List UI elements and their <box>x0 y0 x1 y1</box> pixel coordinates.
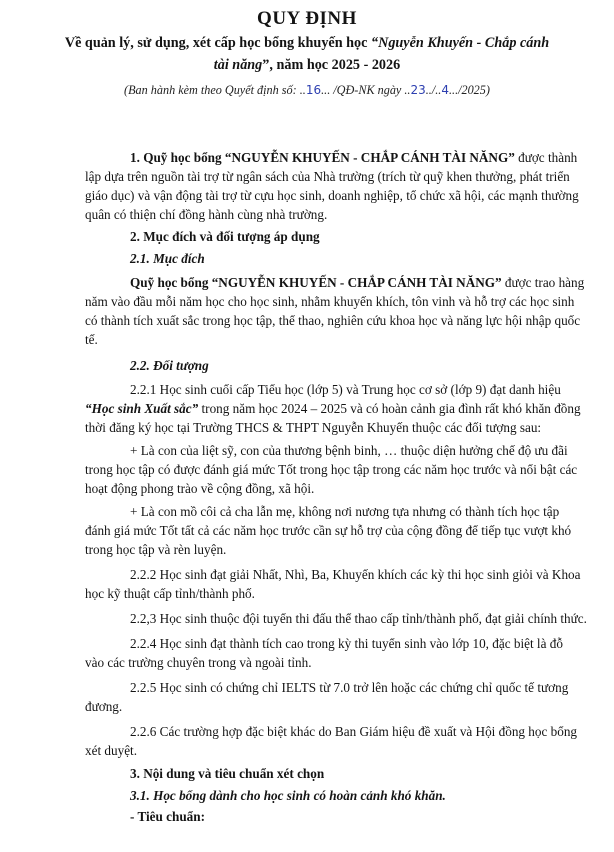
criteria-heading: - Tiêu chuẩn: <box>130 809 205 824</box>
section-2-2-5-line-1: 2.2.5 Học sinh có chứng chỉ IELTS từ 7.0 trở lên hoặc các chứng chỉ quốc tế tương <box>130 680 569 695</box>
section-2-2-1-line-2 <box>85 400 581 417</box>
document-title: QUY ĐỊNH <box>257 8 357 29</box>
fund-name: 1. Quỹ học bổng “NGUYỄN KHUYẾN - CHẮP CÁNH TÀI NĂNG” <box>130 150 515 165</box>
subtitle-italic-text: tài năng <box>213 57 263 73</box>
section-2-2-heading: 2.2. Đối tượng <box>130 358 209 373</box>
section-3-heading: 3. Nội dung và tiêu chuẩn xét chọn <box>130 766 325 781</box>
handwritten-month: 4 <box>441 83 449 97</box>
section-2-1-heading: 2.1. Mục đích <box>130 251 205 266</box>
section-2-2-5-line-2: đương. <box>85 699 123 714</box>
issuance-note <box>0 82 614 99</box>
paragraph-text: được trao hàng <box>501 275 585 290</box>
section-1-line-2: lập dựa trên nguồn tài trợ từ ngân sách của Nhà trường (trích từ quỹ khen thưởng, phát triển <box>85 169 570 184</box>
section-2-2-1-line-3: thời đăng ký học tại Trường THCS & THPT Nguyễn Khuyến thuộc các đối tượng sau: <box>85 420 542 435</box>
bullet-1-line-1: + Là con của liệt sỹ, con của thương bệnh binh, … thuộc diện hưởng chế độ ưu đãi <box>130 443 568 458</box>
issuance-text: (Ban hành kèm theo Quyết định số: .. <box>124 83 306 97</box>
bullet-2-line-3: trong học tập và rèn luyện. <box>85 542 227 557</box>
section-2-1-line-1 <box>130 274 584 291</box>
section-2-2-4-line-1: 2.2.4 Học sinh đạt thành tích cao trong kỳ thi tuyển sinh vào lớp 10, đặc biệt là đỗ <box>130 636 563 651</box>
subtitle-text: ”, năm học 2025 - 2026 <box>262 57 401 73</box>
paragraph-text: được thành <box>514 150 578 165</box>
section-2-1-line-3: có thành tích xuất sắc trong học tập, thể thao, nghiên cứu khoa học và năng lực hội nhập quốc <box>85 313 581 328</box>
handwritten-day: 23 <box>410 83 426 97</box>
section-1-line-3: giáo dục) và vận động tài trợ từ cựu học sinh, doanh nghiệp, tổ chức xã hội, các mạnh thường <box>85 188 579 203</box>
section-2-1-line-4: tế. <box>85 332 98 347</box>
issuance-text: .../2025) <box>448 83 490 97</box>
section-2-2-4-line-2: vào các trường chuyên trong và ngoài tỉnh. <box>85 655 312 670</box>
document-subtitle-line-2 <box>0 57 614 74</box>
section-3-1-heading: 3.1. Học bổng dành cho học sinh có hoàn cảnh khó khăn. <box>130 788 446 803</box>
section-1-line-1 <box>130 149 577 166</box>
section-2-1-line-2: năm vào đầu mỗi năm học cho học sinh, nhằm khuyến khích, tôn vinh và hỗ trợ các học sinh <box>85 294 575 309</box>
issuance-text: ../.. <box>425 83 442 97</box>
section-2-2-2-line-2: học kỹ thuật cấp tỉnh/thành phố. <box>85 586 255 601</box>
bullet-1-line-3: hoạt động phong trào về cộng đồng, xã hội. <box>85 481 315 496</box>
title-honor: “Học sinh Xuất sắc” <box>85 401 199 416</box>
bullet-1-line-2: trong học tập có được đánh giá mức Tốt trong học tập trong các năm học trước và nổi bật các <box>85 462 578 477</box>
section-2-2-6-line-1: 2.2.6 Các trường hợp đặc biệt khác do Ban Giám hiệu đề xuất và Hội đồng học bổng <box>130 724 578 739</box>
paragraph-text: trong năm học 2024 – 2025 và có hoàn cảnh gia đình rất khó khăn đồng <box>198 401 581 416</box>
fund-name: Quỹ học bổng “NGUYỄN KHUYẾN - CHẮP CÁNH TÀI NĂNG” <box>130 275 502 290</box>
issuance-text: ... /QĐ-NK ngày .. <box>321 83 411 97</box>
handwritten-decision-number: 16 <box>305 83 322 97</box>
section-2-2-2-line-1: 2.2.2 Học sinh đạt giải Nhất, Nhì, Ba, Khuyến khích các kỳ thi học sinh giỏi và Khoa <box>130 567 581 582</box>
section-1-line-4: quân có thiện chí đồng hành cùng nhà trường. <box>85 207 328 222</box>
section-2-2-1-line-1: 2.2.1 Học sinh cuối cấp Tiểu học (lớp 5) và Trung học cơ sở (lớp 9) đạt danh hiệu <box>130 382 561 397</box>
bullet-2-line-1: + Là con mồ côi cả cha lẫn mẹ, không nơi nương tựa nhưng có thành tích học tập <box>130 504 560 519</box>
section-2-2-3-line-1: 2.2,3 Học sinh thuộc đội tuyển thi đấu thể thao cấp tỉnh/thành phố, đạt giải chính thức. <box>130 611 587 626</box>
subtitle-text: Về quản lý, sử dụng, xét cấp học bổng khuyến học <box>64 35 371 51</box>
bullet-2-line-2: đánh giá mức Tốt tất cả các năm học trước cần sự hỗ trợ của cộng đồng để tiếp tục vượt khó <box>85 523 572 538</box>
subtitle-italic-text: “Nguyễn Khuyến - Chắp cánh <box>370 35 550 51</box>
document-subtitle-line-1 <box>0 35 614 52</box>
section-2-2-6-line-2: xét duyệt. <box>85 743 138 758</box>
section-2-heading: 2. Mục đích và đối tượng áp dụng <box>130 229 320 244</box>
